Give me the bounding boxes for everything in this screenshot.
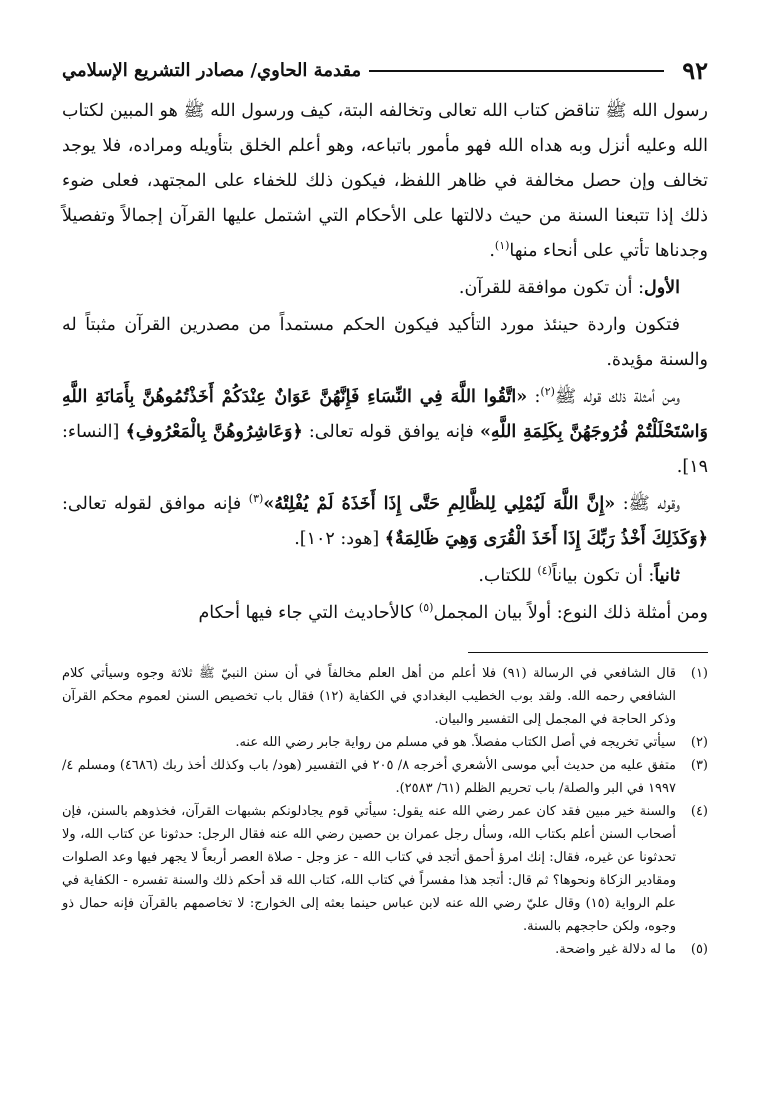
header-rule xyxy=(369,70,664,72)
footnote-5: (٥) ما له دلالة غير واضحة. xyxy=(555,942,708,957)
footnote-separator xyxy=(468,652,708,653)
page-header xyxy=(62,52,708,86)
running-head: مقدمة الحاوي/ مصادر التشريع الإسلامي xyxy=(62,60,362,81)
footnote-ref: (١) xyxy=(494,239,510,253)
footnote-ref: (٣) xyxy=(248,492,264,506)
paragraph-confirmation: فتكون واردة حينئذ مورد التأكيد فيكون الحكم مستمداً من مصدرين القرآن مثبتاً له والسنة مؤيدة. xyxy=(62,315,708,370)
footnote-4: (٤) والسنة خير مبين فقد كان عمر رضي الله عنه يقول: سيأتي قوم يجادلونكم بشبهات القرآن، فخذوهم بالسنن، فإن أصحاب السنن أعلم بكتاب الله، وسأل رجل عمران بن حصين رضي الله عنه فقال الرجل: حدثونا عن كتاب الله، ولا تحدثونا عن غيره، فقال: إنك امرؤ أحمق أتجد في كتاب الله - عز وجل - صلاة العصر أربعاً لا يجهر فيها وعد الصلوات ومقادير الزكاة ونحوها؟ ثم قال: أتجد هذا مفسراً في كتاب الله، كتاب الله قد أحكم ذلك والسنة تفسره - الكفاية في علم الرواية (١٥) وقال عليّ رضي الله عنه لابن عباس حينما بعثه إلى الخوارج: لا تخاصمهم بالقرآن فإنه حمال ذو وجوه، ولكن حاججهم بالسنة. xyxy=(62,804,708,934)
first-label: الأول xyxy=(643,278,680,298)
footnote-2: (٢) سيأتي تخريجه في أصل الكتاب مفصلاً. هو في مسلم من رواية جابر رضي الله عنه. xyxy=(235,735,708,750)
paragraph-second: ثانياً: أن تكون بياناً$^{(٤)}$ للكتاب. xyxy=(478,564,680,586)
main-text xyxy=(62,94,708,631)
verse-text: ﴿وَكَذَلِكَ أَخْذُ رَبِّكَ إِذَا أَخَذَ الْقُرَى وَهِيَ ظَالِمَةٌ﴾ xyxy=(384,529,708,549)
footnote-ref: (٢) xyxy=(540,385,555,399)
hadith-text: «إِنَّ اللَّهَ لَيُمْلِي لِلظَّالِمِ حَتَّى إِذَا أَخَذَهُ لَمْ يُفْلِتْهُ» xyxy=(263,494,616,514)
paragraph-example-2: وقوله ﷺ: «إِنَّ اللَّهَ لَيُمْلِي لِلظَّالِمِ حَتَّى إِذَا أَخَذَهُ لَمْ يُفْلِتْهُ»$^{(٣)}$ فإنه موافق لقوله تعالى: ﴿وَكَذَلِكَ أَخْذُ رَبِّكَ إِذَا أَخَذَ الْقُرَى وَهِيَ ظَالِمَةٌ﴾ [هود: ١٠٢]. xyxy=(62,492,708,549)
paragraph-intro: رسول الله ﷺ تناقض كتاب الله تعالى وتخالفه البتة، كيف ورسول الله ﷺ هو المبين لكتاب الله وعليه أنزل وبه هداه الله فهو مأمور باتباعه، وهو أعلم الخلق بتأويله ومراده، فلا يوجد تخالف وإن حصل مخالفة في ظاهر اللفظ، فيكون ذلك للخفاء على المجتهد، فعلى ضوء ذلك إذا تتبعنا السنة من حيث دلالتها على الأحكام التي اشتمل عليها القرآن إجمالاً وتفصيلاً وجدناها تأتي على أنحاء منها$^{(١)}$. xyxy=(62,101,708,261)
footnote-ref: (٤) xyxy=(537,564,552,578)
paragraph-example-1: ومن أمثلة ذلك قوله ﷺ$^{(٢)}$: «اتَّقُوا اللَّهَ فِي النِّسَاءِ فَإِنَّهُنَّ عَوَانٌ عِنْدَكُمْ أَخَذْتُمُوهُنَّ بِأَمَانَةِ اللَّهِ وَاسْتَحْلَلْتُمْ فُرُوجَهُنَّ بِكَلِمَةِ اللَّهِ» فإنه يوافق قوله تعالى: ﴿وَعَاشِرُوهُنَّ بِالْمَعْرُوفِ﴾ [النساء: ١٩]. xyxy=(62,385,708,477)
paragraph-example-3: ومن أمثلة ذلك النوع: أولاً بيان المجمل$^{(٥)}$ كالأحاديث التي جاء فيها أحكام xyxy=(198,601,708,623)
paragraph-first: الأول: أن تكون موافقة للقرآن. xyxy=(458,278,680,298)
verse-text: ﴿وَعَاشِرُوهُنَّ بِالْمَعْرُوفِ﴾ xyxy=(125,422,303,442)
footnotes xyxy=(62,662,708,961)
footnote-1: (١) قال الشافعي في الرسالة (٩١) فلا أعلم من أهل العلم مخالفاً في أن سنن النبيّ ﷺ ثلاثة وجوه وسيأتي كلام الشافعي رحمه الله. ولقد بوب الخطيب البغدادي في الكفاية (١٢) فقال باب تخصيص السنن لعموم محكم القرآن وذكر الحاجة في المجمل إلى التفسير والبيان. xyxy=(62,666,708,727)
footnote-ref: (٥) xyxy=(418,601,434,615)
page-number: ٩٢ xyxy=(682,56,708,85)
second-label: ثانياً xyxy=(654,566,680,586)
hadith-text: «اتَّقُوا اللَّهَ فِي النِّسَاءِ فَإِنَّهُنَّ عَوَانٌ عِنْدَكُمْ أَخَذْتُمُوهُنَّ بِأَمَانَةِ اللَّهِ وَاسْتَحْلَلْتُمْ فُرُوجَهُنَّ بِكَلِمَةِ اللَّهِ» xyxy=(62,387,708,442)
footnote-3: (٣) متفق عليه من حديث أبي موسى الأشعري أخرجه ٨/ ٢٠٥ في التفسير (هود/ باب وكذلك أخذ ربك (٤٦٨٦) ومسلم ٤/ ١٩٩٧ في البر والصلة/ باب تحريم الظلم (٦١/ ٢٥٨٣). xyxy=(62,758,708,796)
